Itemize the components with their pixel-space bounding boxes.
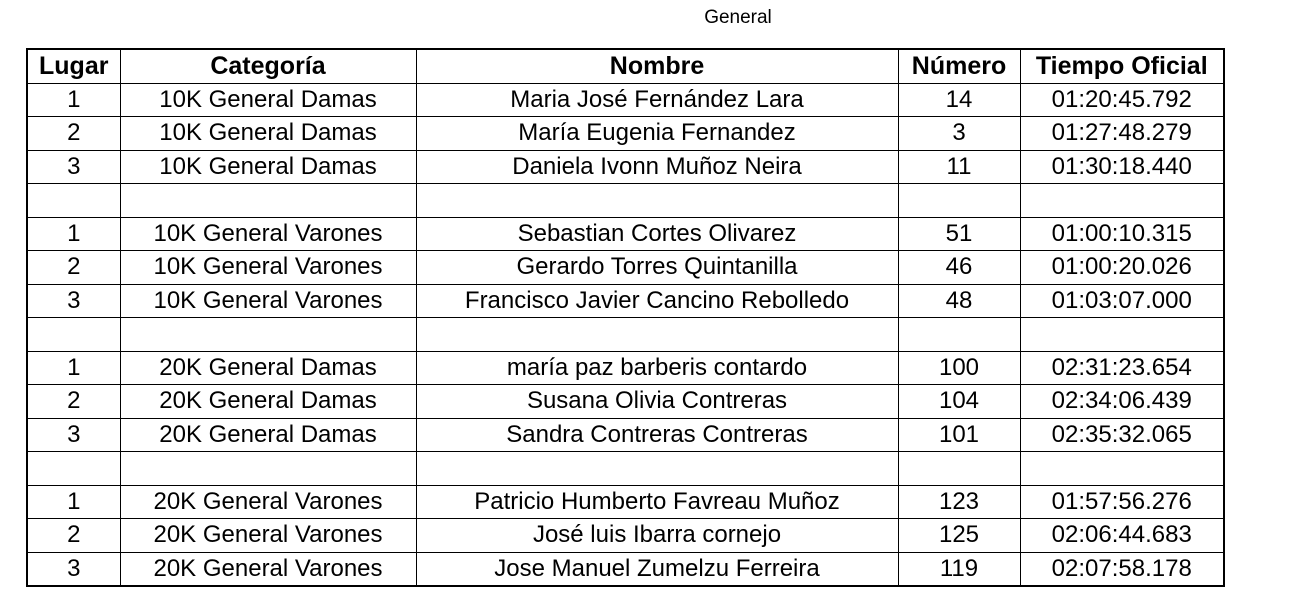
cell-categoria: 10K General Varones <box>120 251 416 285</box>
cell-categoria: 10K General Damas <box>120 83 416 117</box>
cell-tiempo-oficial: 01:57:56.276 <box>1020 485 1224 519</box>
table-row <box>27 385 1224 419</box>
results-table <box>26 48 1225 587</box>
table-row <box>27 351 1224 385</box>
cell-categoria: 10K General Damas <box>120 117 416 151</box>
table-row <box>27 83 1224 117</box>
table-row <box>27 552 1224 586</box>
cell-categoria: 20K General Damas <box>120 385 416 419</box>
cell-tiempo-oficial: 01:00:10.315 <box>1020 217 1224 251</box>
cell-numero <box>898 452 1020 486</box>
cell-lugar: 1 <box>27 485 120 519</box>
cell-lugar: 1 <box>27 217 120 251</box>
cell-numero: 123 <box>898 485 1020 519</box>
cell-nombre: Susana Olivia Contreras <box>416 385 898 419</box>
cell-tiempo-oficial: 02:31:23.654 <box>1020 351 1224 385</box>
cell-categoria: 10K General Varones <box>120 284 416 318</box>
cell-tiempo-oficial: 01:20:45.792 <box>1020 83 1224 117</box>
cell-nombre: Maria José Fernández Lara <box>416 83 898 117</box>
column-header-categoria: Categoría <box>120 49 416 83</box>
cell-nombre: Jose Manuel Zumelzu Ferreira <box>416 552 898 586</box>
cell-nombre: Sandra Contreras Contreras <box>416 418 898 452</box>
cell-tiempo-oficial <box>1020 184 1224 218</box>
cell-lugar: 3 <box>27 418 120 452</box>
cell-lugar: 1 <box>27 83 120 117</box>
cell-tiempo-oficial: 02:34:06.439 <box>1020 385 1224 419</box>
table-row <box>27 418 1224 452</box>
cell-nombre: Francisco Javier Cancino Rebolledo <box>416 284 898 318</box>
cell-nombre: maría paz barberis contardo <box>416 351 898 385</box>
cell-numero: 104 <box>898 385 1020 419</box>
page-title: General <box>704 7 772 28</box>
cell-lugar <box>27 452 120 486</box>
cell-numero <box>898 184 1020 218</box>
cell-categoria: 20K General Varones <box>120 519 416 553</box>
cell-lugar <box>27 184 120 218</box>
cell-tiempo-oficial: 01:30:18.440 <box>1020 150 1224 184</box>
cell-categoria: 20K General Damas <box>120 351 416 385</box>
cell-numero: 46 <box>898 251 1020 285</box>
cell-numero: 14 <box>898 83 1020 117</box>
cell-tiempo-oficial <box>1020 452 1224 486</box>
cell-nombre <box>416 184 898 218</box>
cell-nombre: Gerardo Torres Quintanilla <box>416 251 898 285</box>
cell-numero: 3 <box>898 117 1020 151</box>
cell-lugar: 2 <box>27 519 120 553</box>
table-row <box>27 284 1224 318</box>
cell-lugar: 2 <box>27 385 120 419</box>
table-row <box>27 117 1224 151</box>
cell-tiempo-oficial: 02:06:44.683 <box>1020 519 1224 553</box>
cell-tiempo-oficial: 02:35:32.065 <box>1020 418 1224 452</box>
table-body <box>27 83 1224 586</box>
cell-nombre <box>416 318 898 352</box>
cell-nombre: José luis Ibarra cornejo <box>416 519 898 553</box>
cell-numero: 101 <box>898 418 1020 452</box>
table-row <box>27 217 1224 251</box>
cell-nombre: María Eugenia Fernandez <box>416 117 898 151</box>
cell-lugar: 1 <box>27 351 120 385</box>
table-row <box>27 251 1224 285</box>
cell-categoria: 20K General Damas <box>120 418 416 452</box>
cell-nombre: Sebastian Cortes Olivarez <box>416 217 898 251</box>
cell-nombre: Patricio Humberto Favreau Muñoz <box>416 485 898 519</box>
table-row <box>27 519 1224 553</box>
cell-categoria <box>120 318 416 352</box>
cell-numero: 119 <box>898 552 1020 586</box>
cell-lugar: 3 <box>27 150 120 184</box>
table-row <box>27 485 1224 519</box>
table-row <box>27 150 1224 184</box>
cell-nombre <box>416 452 898 486</box>
table-header-row <box>27 49 1224 83</box>
cell-lugar <box>27 318 120 352</box>
cell-numero: 100 <box>898 351 1020 385</box>
cell-lugar: 2 <box>27 117 120 151</box>
cell-categoria: 10K General Damas <box>120 150 416 184</box>
cell-tiempo-oficial: 02:07:58.178 <box>1020 552 1224 586</box>
spacer-row <box>27 184 1224 218</box>
column-header-numero: Número <box>898 49 1020 83</box>
cell-numero: 51 <box>898 217 1020 251</box>
cell-tiempo-oficial: 01:00:20.026 <box>1020 251 1224 285</box>
cell-numero: 48 <box>898 284 1020 318</box>
cell-categoria <box>120 184 416 218</box>
cell-numero <box>898 318 1020 352</box>
column-header-tiempo-oficial: Tiempo Oficial <box>1020 49 1224 83</box>
cell-categoria: 20K General Varones <box>120 552 416 586</box>
cell-categoria: 10K General Varones <box>120 217 416 251</box>
cell-tiempo-oficial: 01:03:07.000 <box>1020 284 1224 318</box>
spacer-row <box>27 452 1224 486</box>
cell-numero: 11 <box>898 150 1020 184</box>
cell-tiempo-oficial: 01:27:48.279 <box>1020 117 1224 151</box>
column-header-nombre: Nombre <box>416 49 898 83</box>
cell-lugar: 2 <box>27 251 120 285</box>
cell-lugar: 3 <box>27 552 120 586</box>
cell-tiempo-oficial <box>1020 318 1224 352</box>
column-header-lugar: Lugar <box>27 49 120 83</box>
cell-categoria <box>120 452 416 486</box>
cell-lugar: 3 <box>27 284 120 318</box>
cell-categoria: 20K General Varones <box>120 485 416 519</box>
cell-nombre: Daniela Ivonn Muñoz Neira <box>416 150 898 184</box>
spacer-row <box>27 318 1224 352</box>
cell-numero: 125 <box>898 519 1020 553</box>
